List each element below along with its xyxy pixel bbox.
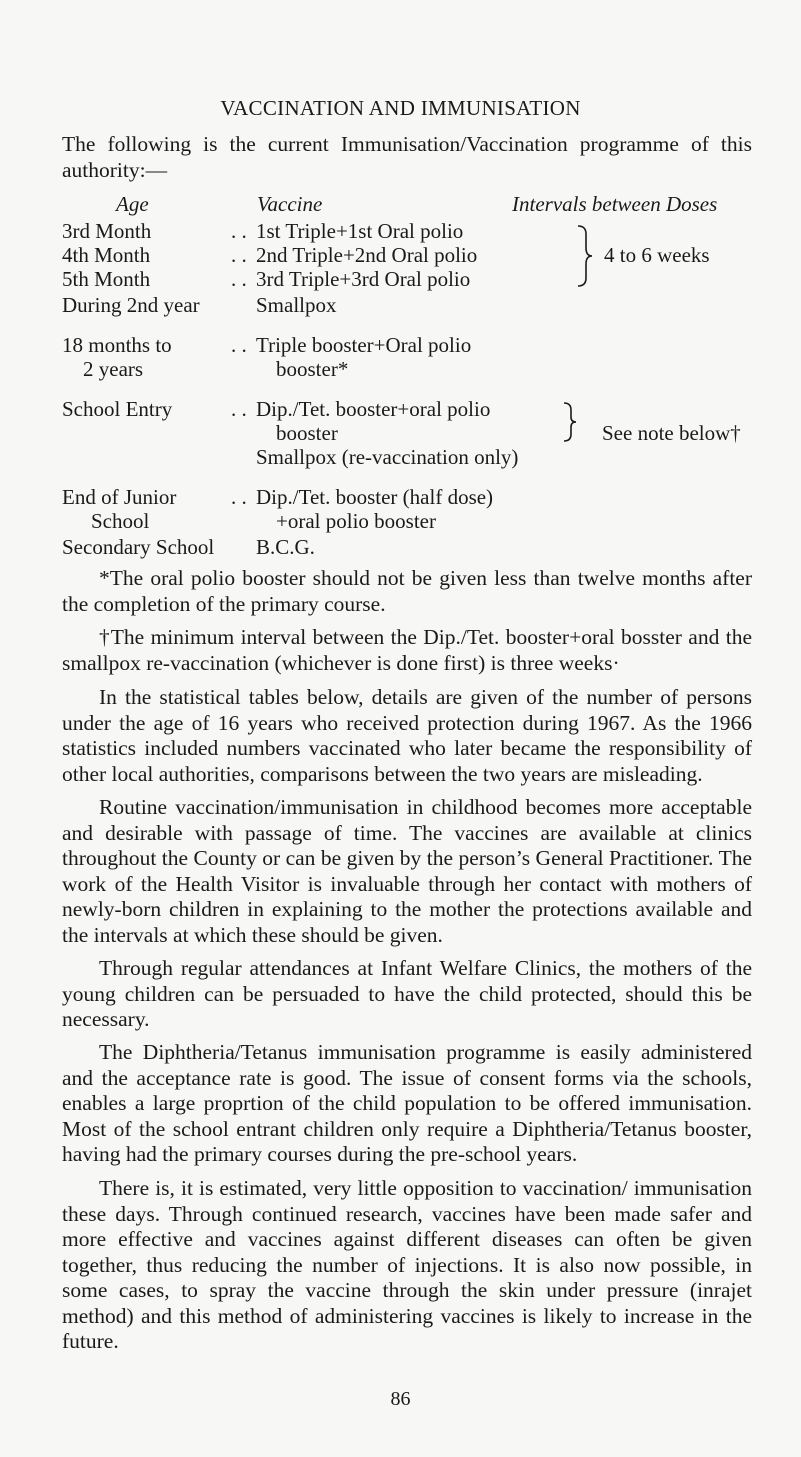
footnote-minimum-interval: †The minimum interval between the Dip./Tet. booster+oral bosster and the smallpox re-vaccination (whichever is done first) is three weeks· bbox=[62, 625, 752, 675]
row-vaccine: +oral polio booster bbox=[276, 509, 436, 533]
paragraph: In the statistical tables below, details are given of the number of persons under the age of 16 years who received protection during 1967. As the 1966 statistics included numbers vaccinated who later became the responsibility of other local authorities, comparisons between the two years are misleading. bbox=[62, 685, 752, 786]
header-age: Age bbox=[116, 192, 149, 216]
intro-text: The following is the current Immunisation/Vaccination programme of this authority:— bbox=[62, 132, 752, 182]
footnote-oral-polio: *The oral polio booster should not be given less than twelve months after the completion of the primary course. bbox=[62, 566, 752, 616]
row-vaccine: booster bbox=[276, 421, 338, 445]
paragraph: Routine vaccination/immunisation in childhood becomes more acceptable and desirable with passage of time. The vaccines are available at clinics throughout the County or can be given by the person’s General Practitioner. The work of the Health Visitor is invaluable through her contact with mothers of newly-born children in explaining to the mother the protections available and the intervals at which these should be given. bbox=[62, 795, 752, 947]
row-vaccine: Smallpox bbox=[256, 293, 337, 317]
row-vaccine: 3rd Triple+3rd Oral polio bbox=[256, 267, 471, 291]
row-vaccine: 2nd Triple+2nd Oral polio bbox=[256, 243, 478, 267]
row-age: End of Junior bbox=[62, 485, 177, 509]
row-vaccine: booster* bbox=[276, 357, 349, 381]
paragraph: There is, it is estimated, very little opposition to vaccination/ immunisation these days. Through continued research, vaccines have been made safer and more effective and vaccines against different diseases can often be given together, thus reducing the number of injections. It is also now possible, in some cases, to spray the vaccine through the skin under pressure (inrajet method) and this method of administering vaccines is likely to increase in the future. bbox=[62, 1176, 752, 1353]
leader-dots: . . bbox=[231, 397, 247, 421]
row-age: 4th Month bbox=[62, 243, 151, 267]
row-vaccine: 1st Triple+1st Oral polio bbox=[256, 219, 464, 243]
row-vaccine: Smallpox (re-vaccination only) bbox=[256, 445, 519, 469]
row-vaccine: Triple booster+Oral polio bbox=[256, 333, 472, 357]
leader-dots: . . bbox=[231, 333, 247, 357]
row-age: 3rd Month bbox=[62, 219, 152, 243]
row-age: School bbox=[91, 509, 150, 533]
leader-dots: . . bbox=[231, 243, 247, 267]
row-vaccine: B.C.G. bbox=[256, 535, 315, 559]
header-vaccine: Vaccine bbox=[257, 192, 323, 216]
paragraph: Through regular attendances at Infant Welfare Clinics, the mothers of the young children can be persuaded to have the child protected, should this be necessary. bbox=[62, 956, 752, 1031]
row-vaccine: Dip./Tet. booster+oral polio bbox=[256, 397, 491, 421]
interval-primary: 4 to 6 weeks bbox=[604, 243, 710, 267]
row-age: 5th Month bbox=[62, 267, 151, 291]
right-brace-icon bbox=[576, 224, 594, 288]
leader-dots: . . bbox=[231, 267, 247, 291]
leader-dots: . . bbox=[231, 219, 247, 243]
paragraph: The Diphtheria/Tetanus immunisation programme is easily administered and the acceptance rate is good. The issue of consent forms via the schools, enables a large proprtion of the child population to be offered immunisation. Most of the school entrant children only require a Diphtheria/Tetanus booster, having had the primary courses during the pre-school years. bbox=[62, 1040, 752, 1166]
row-age: During 2nd year bbox=[62, 293, 200, 317]
row-vaccine: Dip./Tet. booster (half dose) bbox=[256, 485, 494, 509]
page-number: 86 bbox=[390, 1388, 411, 1410]
leader-dots: . . bbox=[231, 485, 247, 509]
row-age: School Entry bbox=[62, 397, 173, 421]
row-age: 18 months to bbox=[62, 333, 172, 357]
header-intervals: Intervals between Doses bbox=[512, 192, 718, 216]
right-brace-icon bbox=[562, 401, 578, 443]
row-age: 2 years bbox=[83, 357, 144, 381]
row-age: Secondary School bbox=[62, 535, 215, 559]
page-title: VACCINATION AND IMMUNISATION bbox=[220, 96, 581, 120]
interval-school: See note below† bbox=[602, 421, 741, 445]
